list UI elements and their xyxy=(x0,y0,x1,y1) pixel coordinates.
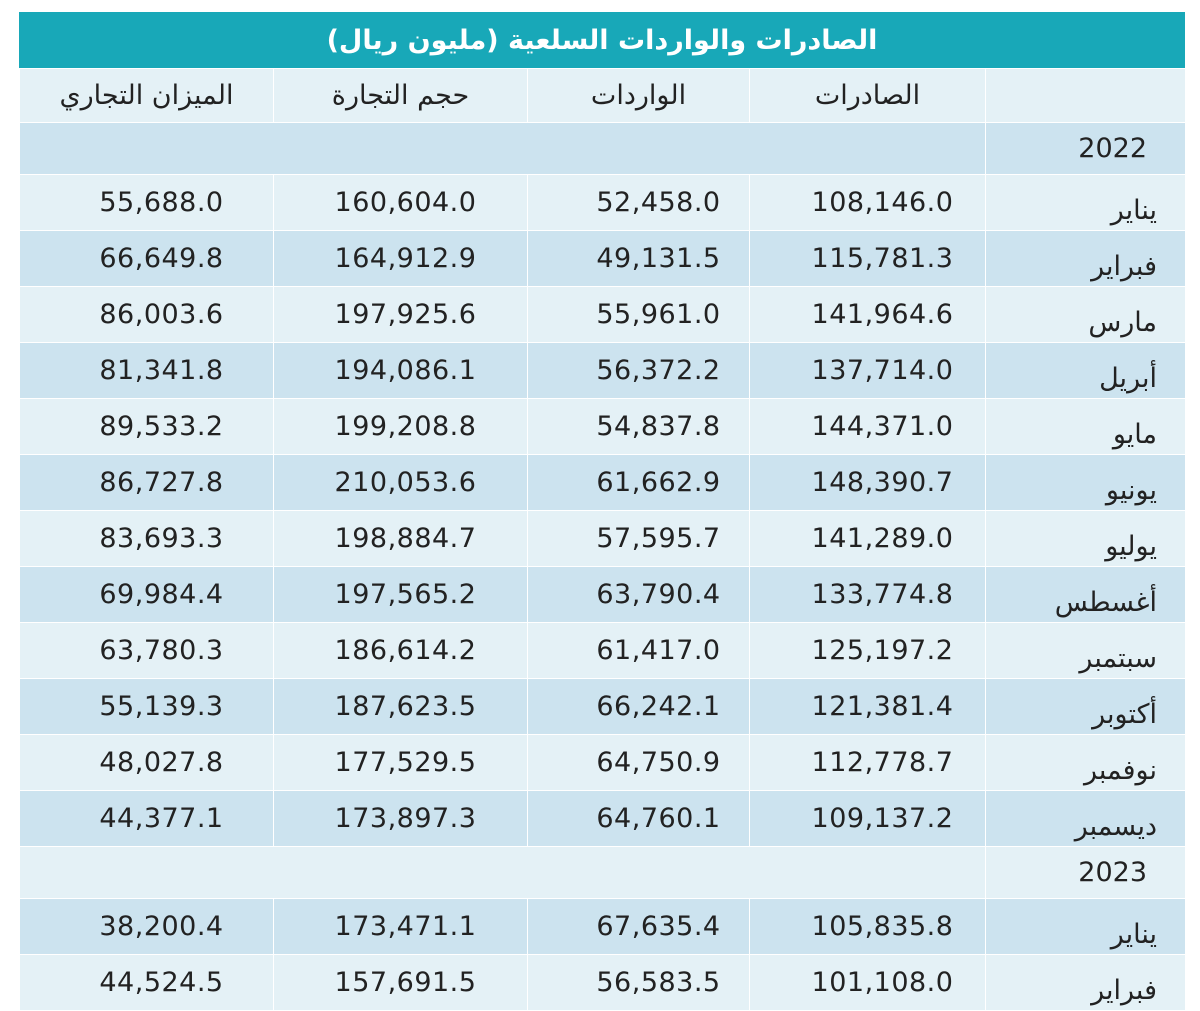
exports-cell: 137,714.0 xyxy=(750,343,986,399)
imports-cell: 64,750.9 xyxy=(528,735,750,791)
trade-balance-cell: 55,688.0 xyxy=(20,175,274,231)
exports-cell: 148,390.7 xyxy=(750,455,986,511)
trade-balance-cell: 44,377.1 xyxy=(20,791,274,847)
trade-balance-cell: 86,003.6 xyxy=(20,287,274,343)
imports-cell: 54,837.8 xyxy=(528,399,750,455)
trade-volume-cell: 194,086.1 xyxy=(274,343,528,399)
trade-volume-cell: 197,925.6 xyxy=(274,287,528,343)
imports-cell: 61,662.9 xyxy=(528,455,750,511)
month-cell: ديسمبر xyxy=(986,791,1186,847)
header-month xyxy=(986,69,1186,123)
trade-table-container xyxy=(19,12,1185,1006)
header-row xyxy=(20,69,1186,123)
trade-balance-cell: 86,727.8 xyxy=(20,455,274,511)
month-cell: فبراير xyxy=(986,955,1186,1011)
month-cell: مايو xyxy=(986,399,1186,455)
month-cell: أكتوبر xyxy=(986,679,1186,735)
header-trade-balance: الميزان التجاري xyxy=(20,69,274,123)
trade-volume-cell: 173,471.1 xyxy=(274,899,528,955)
imports-cell: 52,458.0 xyxy=(528,175,750,231)
imports-cell: 57,595.7 xyxy=(528,511,750,567)
month-cell: يناير xyxy=(986,175,1186,231)
header-imports: الواردات xyxy=(528,69,750,123)
imports-cell: 55,961.0 xyxy=(528,287,750,343)
year-row-2022 xyxy=(20,123,1186,175)
trade-volume-cell: 173,897.3 xyxy=(274,791,528,847)
imports-cell: 64,760.1 xyxy=(528,791,750,847)
table-row xyxy=(20,399,1186,455)
trade-table xyxy=(19,68,1186,1011)
exports-cell: 141,964.6 xyxy=(750,287,986,343)
imports-cell: 67,635.4 xyxy=(528,899,750,955)
header-trade-volume: حجم التجارة xyxy=(274,69,528,123)
imports-cell: 49,131.5 xyxy=(528,231,750,287)
imports-cell: 56,372.2 xyxy=(528,343,750,399)
trade-volume-cell: 210,053.6 xyxy=(274,455,528,511)
table-row xyxy=(20,231,1186,287)
exports-cell: 133,774.8 xyxy=(750,567,986,623)
exports-cell: 115,781.3 xyxy=(750,231,986,287)
trade-volume-cell: 157,691.5 xyxy=(274,955,528,1011)
table-row xyxy=(20,955,1186,1011)
year-row-filler xyxy=(20,123,986,175)
trade-balance-cell: 66,649.8 xyxy=(20,231,274,287)
imports-cell: 56,583.5 xyxy=(528,955,750,1011)
exports-cell: 121,381.4 xyxy=(750,679,986,735)
month-cell: يناير xyxy=(986,899,1186,955)
table-row xyxy=(20,287,1186,343)
exports-cell: 144,371.0 xyxy=(750,399,986,455)
month-cell: أبريل xyxy=(986,343,1186,399)
month-cell: فبراير xyxy=(986,231,1186,287)
trade-balance-cell: 81,341.8 xyxy=(20,343,274,399)
month-cell: نوفمبر xyxy=(986,735,1186,791)
table-row xyxy=(20,791,1186,847)
exports-cell: 112,778.7 xyxy=(750,735,986,791)
trade-balance-cell: 89,533.2 xyxy=(20,399,274,455)
year-row-2023 xyxy=(20,847,1186,899)
year-label: 2022 xyxy=(986,123,1186,175)
month-cell: يوليو xyxy=(986,511,1186,567)
month-cell: يونيو xyxy=(986,455,1186,511)
header-exports: الصادرات xyxy=(750,69,986,123)
trade-balance-cell: 38,200.4 xyxy=(20,899,274,955)
trade-volume-cell: 186,614.2 xyxy=(274,623,528,679)
table-row xyxy=(20,735,1186,791)
exports-cell: 109,137.2 xyxy=(750,791,986,847)
table-row xyxy=(20,343,1186,399)
exports-cell: 125,197.2 xyxy=(750,623,986,679)
trade-balance-cell: 55,139.3 xyxy=(20,679,274,735)
table-row xyxy=(20,899,1186,955)
month-cell: سبتمبر xyxy=(986,623,1186,679)
trade-balance-cell: 44,524.5 xyxy=(20,955,274,1011)
table-row xyxy=(20,455,1186,511)
table-title: الصادرات والواردات السلعية (مليون ريال) xyxy=(19,12,1185,68)
trade-balance-cell: 63,780.3 xyxy=(20,623,274,679)
imports-cell: 63,790.4 xyxy=(528,567,750,623)
table-row xyxy=(20,511,1186,567)
trade-balance-cell: 83,693.3 xyxy=(20,511,274,567)
trade-volume-cell: 177,529.5 xyxy=(274,735,528,791)
exports-cell: 105,835.8 xyxy=(750,899,986,955)
trade-balance-cell: 48,027.8 xyxy=(20,735,274,791)
trade-volume-cell: 199,208.8 xyxy=(274,399,528,455)
imports-cell: 61,417.0 xyxy=(528,623,750,679)
trade-volume-cell: 187,623.5 xyxy=(274,679,528,735)
trade-volume-cell: 164,912.9 xyxy=(274,231,528,287)
year-row-filler xyxy=(20,847,986,899)
table-row xyxy=(20,623,1186,679)
trade-volume-cell: 197,565.2 xyxy=(274,567,528,623)
month-cell: مارس xyxy=(986,287,1186,343)
exports-cell: 101,108.0 xyxy=(750,955,986,1011)
month-cell: أغسطس xyxy=(986,567,1186,623)
table-row xyxy=(20,567,1186,623)
trade-balance-cell: 69,984.4 xyxy=(20,567,274,623)
imports-cell: 66,242.1 xyxy=(528,679,750,735)
trade-volume-cell: 160,604.0 xyxy=(274,175,528,231)
exports-cell: 108,146.0 xyxy=(750,175,986,231)
year-label: 2023 xyxy=(986,847,1186,899)
table-row xyxy=(20,679,1186,735)
table-row xyxy=(20,175,1186,231)
exports-cell: 141,289.0 xyxy=(750,511,986,567)
trade-volume-cell: 198,884.7 xyxy=(274,511,528,567)
